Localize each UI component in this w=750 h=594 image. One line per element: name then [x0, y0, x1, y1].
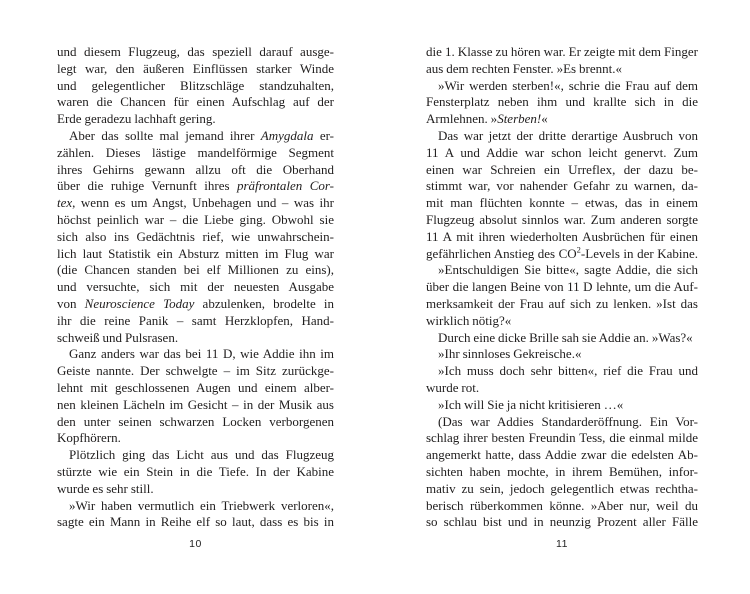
text-line [426, 464, 698, 481]
page-left-text [57, 44, 334, 531]
text-segment: »Ich will Sie ja nicht kritisieren …« [438, 396, 624, 412]
text-line [426, 178, 698, 195]
text-segment: ihres Gehirns gewann allzu oft die Oberhand [57, 161, 334, 177]
text-segment: mativ zu sein, jedoch gelegentlich etwas rechtha- [426, 480, 698, 496]
superscript-text: 2 [576, 245, 581, 255]
text-segment: stimmt war, vor nahender Gefahr zu warnen, da- [426, 178, 698, 194]
text-line [426, 128, 698, 145]
text-line [57, 61, 334, 78]
text-line [57, 246, 334, 263]
text-segment: von [57, 295, 85, 311]
italic-text: Neuroscience Today [84, 295, 195, 311]
text-segment: »Ich muss doch sehr bitten«, rief die Frau und [438, 363, 698, 379]
italic-text: präfrontalen Cor- [237, 178, 334, 194]
text-line [57, 363, 334, 380]
text-segment: »Wir werden sterben!«, schrie die Frau auf dem [438, 77, 698, 93]
text-segment: (Das war Addies Standarderöffnung. Ein Vor- [438, 413, 698, 429]
text-segment: waren die Chancen für einen Aufschlag auf der [57, 94, 334, 110]
text-segment: mit man flüchten konnte – etwas, das in einem [426, 195, 698, 211]
text-segment: »Ihr sinnloses Gekreische.« [438, 346, 582, 362]
text-line [426, 195, 698, 212]
text-segment: sagte ein Mann in Reihe elf so laut, dass es bis in [57, 514, 334, 530]
page-number-right: 11 [556, 538, 568, 550]
text-segment: und gelegentlicher Blitzschläge standzuhalten, [57, 77, 334, 93]
text-segment: aus dem rechten Fenster. »Es brennt.« [426, 60, 622, 76]
text-line [426, 296, 698, 313]
text-segment: schweiß und Pulsrasen. [57, 329, 179, 345]
page-right-text [426, 44, 698, 531]
text-line [57, 212, 334, 229]
page-number-left: 10 [189, 538, 202, 550]
text-segment: Fensterplatz neben ihm und krallte sich in die [426, 94, 698, 110]
text-line [426, 414, 698, 431]
text-line [426, 313, 698, 330]
page-right [426, 44, 698, 531]
text-line [57, 346, 334, 363]
text-line [57, 128, 334, 145]
text-line [57, 514, 334, 531]
text-segment: Aber das sollte mal jemand ihrer [69, 127, 261, 143]
text-line [426, 380, 698, 397]
text-segment: »Wir haben vermutlich ein Triebwerk verloren«, [69, 497, 334, 513]
text-segment: Ganz anders war das bei 11 D, wie Addie ihn im [69, 346, 334, 362]
text-line [57, 195, 334, 212]
text-line [426, 44, 698, 61]
text-line [57, 111, 334, 128]
text-line [57, 296, 334, 313]
text-line [426, 330, 698, 347]
text-line [426, 94, 698, 111]
text-line [426, 430, 698, 447]
text-segment: Flugzeug absolut sinnlos war. Zum anderen sorgte [426, 211, 698, 227]
text-line [57, 498, 334, 515]
text-line [426, 346, 698, 363]
text-segment: zählen. Dieses lästige mandelförmige Segment [57, 144, 334, 160]
text-segment: nen kleinen Lächeln im Gesicht – in der Musik aus [57, 396, 334, 412]
page-left [57, 44, 334, 531]
text-segment: Plötzlich ging das Licht aus und das Flugzeug [69, 447, 334, 463]
italic-text: Amygdala [260, 127, 314, 143]
text-segment: merksamkeit der Frau auf sich zu lenken. »Ist das [426, 295, 698, 311]
text-line [426, 212, 698, 229]
text-segment: « [541, 111, 548, 127]
text-segment: Durch eine dicke Brille sah sie Addie an. »Was?« [438, 329, 693, 345]
text-line [426, 111, 698, 128]
text-line [57, 414, 334, 431]
text-segment: über die ruhige Vernunft ihres [57, 178, 237, 194]
text-segment: er- [313, 127, 334, 143]
text-line [57, 464, 334, 481]
text-line [57, 262, 334, 279]
text-segment: lich laut Statistik ein Absturz mitten im Flug war [57, 245, 334, 261]
text-line [426, 279, 698, 296]
text-segment: sichten haben mochte, in ihrem Bemühen, infor- [426, 463, 698, 479]
text-line [426, 481, 698, 498]
text-segment: stürzte wie ein Stein in die Tiefe. In der Kabine [57, 463, 334, 479]
text-segment: und diesem Flugzeug, das speziell darauf ausge- [57, 44, 334, 59]
text-line [426, 498, 698, 515]
text-line [57, 229, 334, 246]
text-line [57, 178, 334, 195]
text-segment: , wenn es um Angst, Unbehagen und – was ihr [72, 195, 334, 211]
text-line [426, 363, 698, 380]
text-segment: wirklich nötig?« [426, 312, 512, 328]
text-segment: gefährlichen Anstieg des CO [426, 245, 577, 261]
text-segment: über die langen Beine von 11 D lehnte, um die Auf- [426, 279, 698, 295]
text-segment: höchst peinlich war – die Liebe ging. Obwohl sie [57, 211, 334, 227]
text-segment: Das war jetzt der dritte derartige Ausbruch von [438, 127, 698, 143]
text-segment: und versuchte, sich mit der neuesten Ausgabe [57, 279, 334, 295]
text-segment: angemerkt hatte, dass Addie zwar die edelsten Ab- [426, 447, 698, 463]
text-line [57, 44, 334, 61]
text-line [426, 246, 698, 263]
text-segment: Armlehnen. » [426, 111, 498, 127]
text-line [426, 145, 698, 162]
text-line [57, 145, 334, 162]
text-line [57, 430, 334, 447]
text-line [426, 229, 698, 246]
text-line [426, 162, 698, 179]
text-line [426, 397, 698, 414]
text-line [426, 262, 698, 279]
text-segment: wurde rot. [426, 379, 480, 395]
text-line [57, 279, 334, 296]
text-segment: 11 A und Addie war schon leicht genervt. Zum [426, 144, 698, 160]
text-segment: wurde es sehr still. [57, 480, 154, 496]
text-segment: lehnt mit geschlossenen Augen und einem alber- [57, 379, 334, 395]
text-segment: einen war Schreien ein Urreflex, der dazu be- [426, 161, 698, 177]
text-segment: Kopfhörern. [57, 430, 121, 446]
text-line [57, 447, 334, 464]
text-segment: 11 A mit ihren wiederholten Ausbrüchen für einen [426, 228, 698, 244]
italic-text: Sterben! [497, 111, 542, 127]
text-segment: berisch rüberkommen könne. »Aber nur, weil du [426, 497, 698, 513]
text-segment: (die Chancen standen bei elf Millionen zu eins), [57, 262, 334, 278]
text-segment: schlag ihrer besten Freundin Tess, die einmal milde [426, 430, 698, 446]
text-line [426, 514, 698, 531]
text-line [426, 61, 698, 78]
text-segment: -Levels in der Kabine. [580, 245, 698, 261]
text-segment: sich also ins Gedächtnis rief, wie unwahrschein- [57, 228, 334, 244]
text-segment: die 1. Klasse zu hören war. Er zeigte mit dem Finger [426, 44, 698, 59]
italic-text: tex [57, 195, 73, 211]
text-line [57, 481, 334, 498]
text-line [57, 94, 334, 111]
text-line [426, 447, 698, 464]
text-segment: ihr die reine Panik – samt Herzklopfen, Hand- [57, 312, 334, 328]
text-line [57, 78, 334, 95]
text-segment: Geiste nannte. Der schwelgte – im Sitz zurückge- [57, 363, 334, 379]
text-segment: den unter seinen schwarzen Locken verborgenen [57, 413, 334, 429]
text-segment: abzulenken, brodelte in [194, 295, 334, 311]
text-line [426, 78, 698, 95]
text-segment: Erde geradezu lachhaft gering. [57, 111, 216, 127]
text-segment: »Entschuldigen Sie bitte«, sagte Addie, die sich [438, 262, 698, 278]
text-segment: so schlau bist und in neunzig Prozent aller Fälle [426, 514, 698, 530]
text-line [57, 380, 334, 397]
text-line [57, 162, 334, 179]
text-line [57, 330, 334, 347]
text-segment: legt war, den äußeren Einflüssen starker Winde [57, 60, 334, 76]
text-line [57, 313, 334, 330]
text-line [57, 397, 334, 414]
